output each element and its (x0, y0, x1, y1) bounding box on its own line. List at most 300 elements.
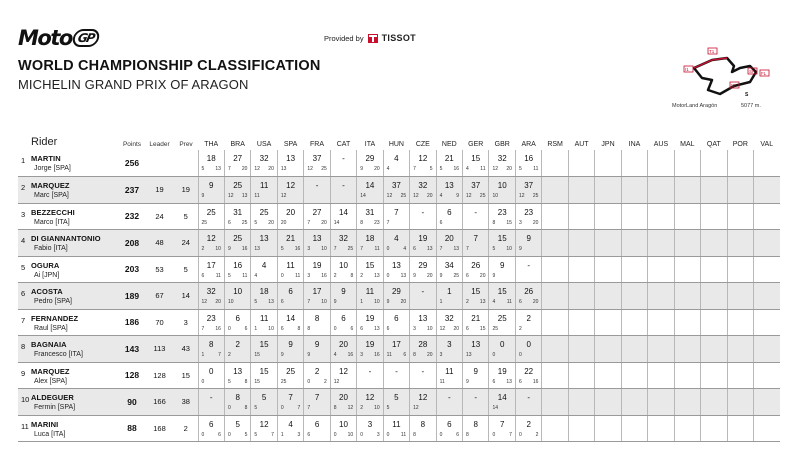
race-points: 5 (429, 166, 433, 172)
race-result (357, 362, 383, 389)
sprint-points: 12 (333, 378, 340, 385)
race-result (198, 283, 224, 310)
sprint-points: 6 (439, 219, 443, 226)
race-total: - (395, 366, 398, 376)
race-result (357, 415, 383, 442)
race-points: 8 (244, 405, 248, 411)
rider-name: MARINI (31, 419, 59, 429)
sprint-points: 8 (333, 405, 337, 411)
race-points: 10 (374, 299, 380, 305)
race-empty (674, 309, 700, 336)
sprint-points: 0 (439, 431, 443, 438)
race-total: 25 (233, 181, 243, 190)
race-result (198, 150, 224, 177)
rider-firstname-nation: Fabio [ITA] (34, 245, 68, 252)
race-result (489, 256, 515, 283)
race-points: 13 (215, 166, 221, 172)
race-result (198, 203, 224, 230)
race-result (436, 309, 462, 336)
race-total: 9 (341, 287, 346, 296)
sprint-points: 0 (360, 431, 363, 438)
race-total: - (315, 181, 319, 190)
race-empty (648, 256, 674, 283)
race-points: 13 (479, 299, 486, 305)
col-race: INA (628, 141, 641, 148)
race-points: 7 (271, 431, 274, 438)
race-total: - (474, 207, 478, 217)
race-empty (754, 389, 780, 416)
race-result (251, 362, 277, 389)
race-empty (542, 336, 568, 363)
sprint-points: 9 (280, 352, 284, 358)
race-empty (621, 389, 647, 416)
race-result (436, 177, 462, 204)
race-total: 26 (471, 260, 481, 270)
race-total: 25 (233, 234, 243, 243)
rider-position: 7 (21, 315, 26, 325)
race-total: 20 (444, 234, 454, 243)
track-label-t1: T1 (709, 49, 715, 54)
table-row (18, 415, 780, 442)
sprint-points: 3 (439, 352, 443, 358)
race-empty (648, 150, 674, 177)
race-empty (674, 362, 700, 389)
classification-table (18, 135, 780, 442)
race-result (330, 177, 356, 204)
race-points: 2 (535, 431, 539, 438)
sprint-points: 12 (492, 166, 499, 172)
race-result (357, 283, 383, 310)
race-result (277, 150, 303, 177)
col-rider: Rider (31, 136, 58, 148)
race-result (436, 256, 462, 283)
race-total: 5 (261, 393, 267, 402)
race-points: 10 (268, 325, 274, 332)
race-total: 13 (391, 260, 401, 270)
race-empty (674, 415, 700, 442)
sprint-points: 6 (466, 325, 469, 332)
race-total: 8 (473, 419, 478, 429)
sprint-points: 3 (307, 272, 311, 279)
race-result (224, 177, 250, 204)
race-result (463, 362, 489, 389)
sprint-points: 9 (413, 272, 416, 279)
sprint-points: 12 (413, 193, 419, 199)
race-result (383, 177, 409, 204)
sprint-points: 7 (227, 166, 231, 172)
race-total: 11 (365, 287, 375, 296)
race-result (515, 336, 541, 363)
race-result (463, 336, 489, 363)
race-empty (568, 203, 594, 230)
race-result (304, 150, 330, 177)
race-result (304, 203, 330, 230)
race-result (436, 283, 462, 310)
sprint-points: 2 (360, 405, 363, 411)
race-total: 11 (445, 366, 454, 376)
rider-leader: 70 (145, 309, 174, 336)
race-empty (674, 283, 700, 310)
sprint-points: 1 (439, 299, 443, 305)
race-total: 4 (394, 234, 399, 243)
race-result (304, 336, 330, 363)
race-total: 6 (209, 419, 214, 429)
race-total: 19 (365, 313, 375, 323)
rider-position: 5 (21, 262, 26, 272)
sprint-points: 2 (201, 246, 205, 252)
col-leader: Leader (149, 141, 170, 148)
race-points: 10 (374, 405, 380, 411)
sprint-points: 12 (254, 166, 260, 172)
sprint-points: 3 (360, 352, 363, 358)
race-empty (701, 415, 727, 442)
race-empty (674, 203, 700, 230)
sponsor-name: TISSOT (381, 33, 416, 43)
race-result (251, 203, 277, 230)
race-result (277, 309, 303, 336)
race-total: 11 (259, 313, 269, 323)
race-result (357, 309, 383, 336)
sprint-points: 11 (439, 378, 445, 385)
race-result (489, 150, 515, 177)
race-points: 20 (427, 193, 433, 199)
sprint-points: 6 (360, 325, 363, 332)
sprint-points: 3 (413, 325, 416, 332)
sprint-points: 5 (518, 166, 522, 172)
race-points: 8 (244, 378, 248, 385)
race-total: 9 (526, 234, 531, 243)
col-race: JPN (601, 141, 615, 148)
race-result (330, 362, 356, 389)
sprint-points: 12 (439, 325, 446, 332)
sprint-points: 5 (254, 405, 258, 411)
race-result (489, 203, 515, 230)
page-title: WORLD CHAMPIONSHIP CLASSIFICATION (18, 58, 321, 74)
race-total: 15 (471, 154, 481, 163)
motogp-logo (18, 27, 98, 49)
race-result (198, 336, 224, 363)
sprint-points: 0 (333, 325, 337, 332)
race-points: 8 (350, 272, 354, 279)
race-points: 16 (374, 352, 380, 358)
track-name: MotorLand Aragón (672, 103, 718, 109)
rider-prev: 15 (174, 362, 198, 389)
sprint-points: 8 (307, 325, 311, 332)
col-race: FRA (310, 141, 325, 148)
rider-points: 232 (119, 203, 145, 230)
race-total: 8 (209, 340, 214, 349)
sprint-points: 7 (386, 219, 390, 226)
race-total: 9 (288, 340, 293, 349)
race-total: 28 (418, 340, 428, 349)
race-empty (542, 150, 568, 177)
race-result (224, 362, 250, 389)
race-result (304, 177, 330, 204)
race-points: 10 (347, 431, 354, 438)
race-result (277, 283, 303, 310)
col-race: BRA (230, 141, 245, 148)
table-row (18, 309, 780, 336)
col-race: THA (204, 141, 219, 148)
race-points: 9 (456, 193, 460, 199)
race-total: 13 (418, 313, 428, 323)
race-result (489, 177, 515, 204)
race-result (489, 336, 515, 363)
sprint-points: 9 (360, 166, 363, 172)
rider-name: MARQUEZ (31, 366, 70, 376)
sprint-points: 7 (360, 246, 363, 252)
race-result (383, 336, 409, 363)
race-total: 25 (286, 366, 296, 376)
race-empty (648, 336, 674, 363)
rider-leader: 166 (145, 389, 174, 416)
sprint-points: 12 (227, 193, 234, 199)
sprint-points: 0 (333, 431, 337, 438)
sprint-points: 6 (466, 272, 469, 279)
race-total: 2 (235, 340, 240, 349)
race-total: 13 (286, 154, 296, 163)
race-total: 17 (391, 340, 401, 349)
race-total: 23 (206, 313, 216, 323)
rider-leader: 67 (145, 283, 174, 310)
race-total: 13 (312, 234, 322, 243)
race-empty (727, 283, 753, 310)
race-result (277, 362, 303, 389)
race-points: 13 (374, 272, 380, 279)
sprint-points: 0 (201, 378, 205, 385)
rider-cell (18, 362, 119, 389)
race-empty (754, 283, 780, 310)
race-total: 18 (365, 234, 375, 243)
race-empty (727, 389, 753, 416)
race-empty (701, 309, 727, 336)
track-label-sf: SF (749, 69, 755, 74)
race-result (515, 177, 541, 204)
race-result (277, 230, 303, 257)
race-empty (754, 150, 780, 177)
rider-points: 256 (119, 150, 145, 177)
race-empty (542, 256, 568, 283)
race-empty (727, 415, 753, 442)
race-total: 8 (314, 313, 320, 323)
sprint-points: 6 (280, 299, 284, 305)
rider-cell (18, 230, 119, 257)
sprint-points: 5 (227, 378, 231, 385)
rider-prev (174, 150, 198, 177)
race-result (410, 362, 436, 389)
sprint-points: 14 (333, 219, 340, 226)
col-race: ITA (364, 141, 376, 148)
race-empty (701, 336, 727, 363)
rider-name: BAGNAIA (31, 340, 67, 349)
rider-position: 4 (21, 236, 26, 245)
race-total: 37 (312, 154, 322, 163)
race-total: 0 (499, 340, 505, 349)
race-empty (727, 362, 753, 389)
race-result (489, 283, 515, 310)
race-total: - (421, 287, 425, 296)
race-total: 12 (206, 234, 216, 243)
race-empty (595, 389, 621, 416)
race-empty (542, 389, 568, 416)
sprint-points: 8 (413, 352, 416, 358)
race-points: 16 (321, 272, 327, 279)
rider-cell (18, 256, 119, 283)
sprint-points: 9 (333, 299, 337, 305)
logo-text: Moto (18, 26, 72, 50)
race-points: 10 (321, 246, 327, 252)
sprint-points: 0 (386, 246, 390, 252)
race-total: 23 (524, 207, 534, 217)
col-race: AUS (653, 141, 669, 148)
race-total: 20 (339, 340, 348, 349)
race-points: 13 (506, 378, 512, 385)
race-total: 12 (418, 393, 428, 402)
rider-leader: 113 (145, 336, 174, 363)
tissot-logo-icon (368, 34, 378, 43)
race-result (251, 177, 277, 204)
rider-points: 128 (119, 362, 145, 389)
race-result (198, 230, 224, 257)
sprint-points: 12 (280, 193, 287, 199)
page-subtitle: MICHELIN GRAND PRIX OF ARAGON (18, 77, 249, 92)
race-total: 12 (418, 154, 428, 163)
rider-name: MARQUEZ (31, 181, 70, 190)
col-race: POR (732, 141, 748, 148)
race-total: 37 (524, 181, 534, 190)
race-total: - (368, 366, 372, 376)
race-empty (754, 415, 780, 442)
race-total: 29 (365, 154, 375, 163)
sprint-points: 4 (466, 166, 469, 172)
table-row (18, 177, 780, 204)
race-points: 15 (479, 325, 486, 332)
race-points: 11 (533, 166, 539, 172)
race-empty (701, 362, 727, 389)
sprint-points: 14 (492, 405, 499, 411)
sprint-points: 0 (386, 431, 390, 438)
sprint-points: 0 (227, 431, 231, 438)
race-result (357, 177, 383, 204)
race-total: 25 (497, 313, 507, 323)
race-result (224, 415, 250, 442)
race-result (304, 230, 330, 257)
sprint-points: 1 (280, 431, 284, 438)
race-result (410, 389, 436, 416)
race-total: 1 (447, 287, 452, 296)
sprint-points: 12 (201, 299, 208, 305)
rider-prev: 38 (174, 389, 198, 416)
race-result (198, 415, 224, 442)
sprint-points: 6 (386, 325, 390, 332)
race-points: 6 (218, 431, 221, 438)
race-empty (727, 230, 753, 257)
race-points: 7 (297, 405, 301, 411)
rider-prev: 5 (174, 203, 198, 230)
race-total: 15 (497, 287, 507, 296)
race-result (330, 415, 356, 442)
race-total: 4 (261, 260, 267, 270)
race-total: 11 (259, 181, 269, 190)
race-result (515, 415, 541, 442)
race-empty (542, 177, 568, 204)
race-total: 4 (394, 154, 399, 163)
sprint-points: 13 (254, 246, 260, 252)
rider-cell (18, 389, 119, 416)
rider-points: 90 (119, 389, 145, 416)
race-result (436, 150, 462, 177)
race-result (489, 415, 515, 442)
sprint-points: 4 (492, 299, 496, 305)
sprint-points: 11 (254, 193, 260, 199)
race-result (224, 150, 250, 177)
race-empty (595, 415, 621, 442)
race-result (330, 203, 356, 230)
sprint-points: 5 (492, 246, 496, 252)
race-empty (674, 177, 700, 204)
race-result (251, 336, 277, 363)
sprint-points: 9 (492, 272, 496, 279)
sprint-points: 0 (518, 352, 522, 358)
race-total: 27 (233, 154, 243, 163)
race-empty (701, 283, 727, 310)
sprint-points: 9 (201, 193, 205, 199)
race-total: 21 (444, 154, 454, 163)
race-result (515, 230, 541, 257)
sprint-points: 8 (492, 219, 496, 226)
sprint-points: 0 (307, 378, 311, 385)
race-result (330, 309, 356, 336)
race-empty (648, 283, 674, 310)
race-total: 5 (235, 419, 240, 429)
race-empty (674, 389, 700, 416)
race-total: 4 (288, 419, 293, 429)
race-total: 19 (497, 366, 507, 376)
race-points: 16 (532, 378, 539, 385)
race-total: 15 (259, 340, 269, 349)
race-result (515, 256, 541, 283)
rider-firstname-nation: Ai [JPN] (34, 271, 60, 279)
sprint-points: 9 (466, 378, 469, 385)
race-empty (621, 203, 647, 230)
race-total: 19 (365, 340, 375, 349)
col-race: GER (468, 141, 484, 148)
col-points: Points (122, 141, 142, 148)
rider-prev: 5 (174, 256, 198, 283)
race-result (277, 389, 303, 416)
race-total: - (527, 393, 530, 402)
race-empty (595, 203, 621, 230)
rider-points: 208 (119, 230, 145, 257)
race-empty (648, 362, 674, 389)
race-total: 6 (447, 419, 452, 429)
rider-firstname-nation: Marco [ITA] (34, 218, 70, 226)
track-label-i2: I2 (731, 83, 735, 88)
race-empty (674, 336, 700, 363)
race-result (436, 203, 462, 230)
race-result (198, 309, 224, 336)
race-points: 2 (323, 378, 327, 385)
rider-prev: 43 (174, 336, 198, 363)
sprint-points: 1 (201, 352, 205, 358)
race-result (357, 336, 383, 363)
race-total: 21 (471, 313, 481, 323)
rider-prev: 14 (174, 283, 198, 310)
sprint-points: 2 (227, 352, 231, 358)
race-result (463, 256, 489, 283)
race-result (277, 415, 303, 442)
col-race: NED (441, 141, 457, 148)
